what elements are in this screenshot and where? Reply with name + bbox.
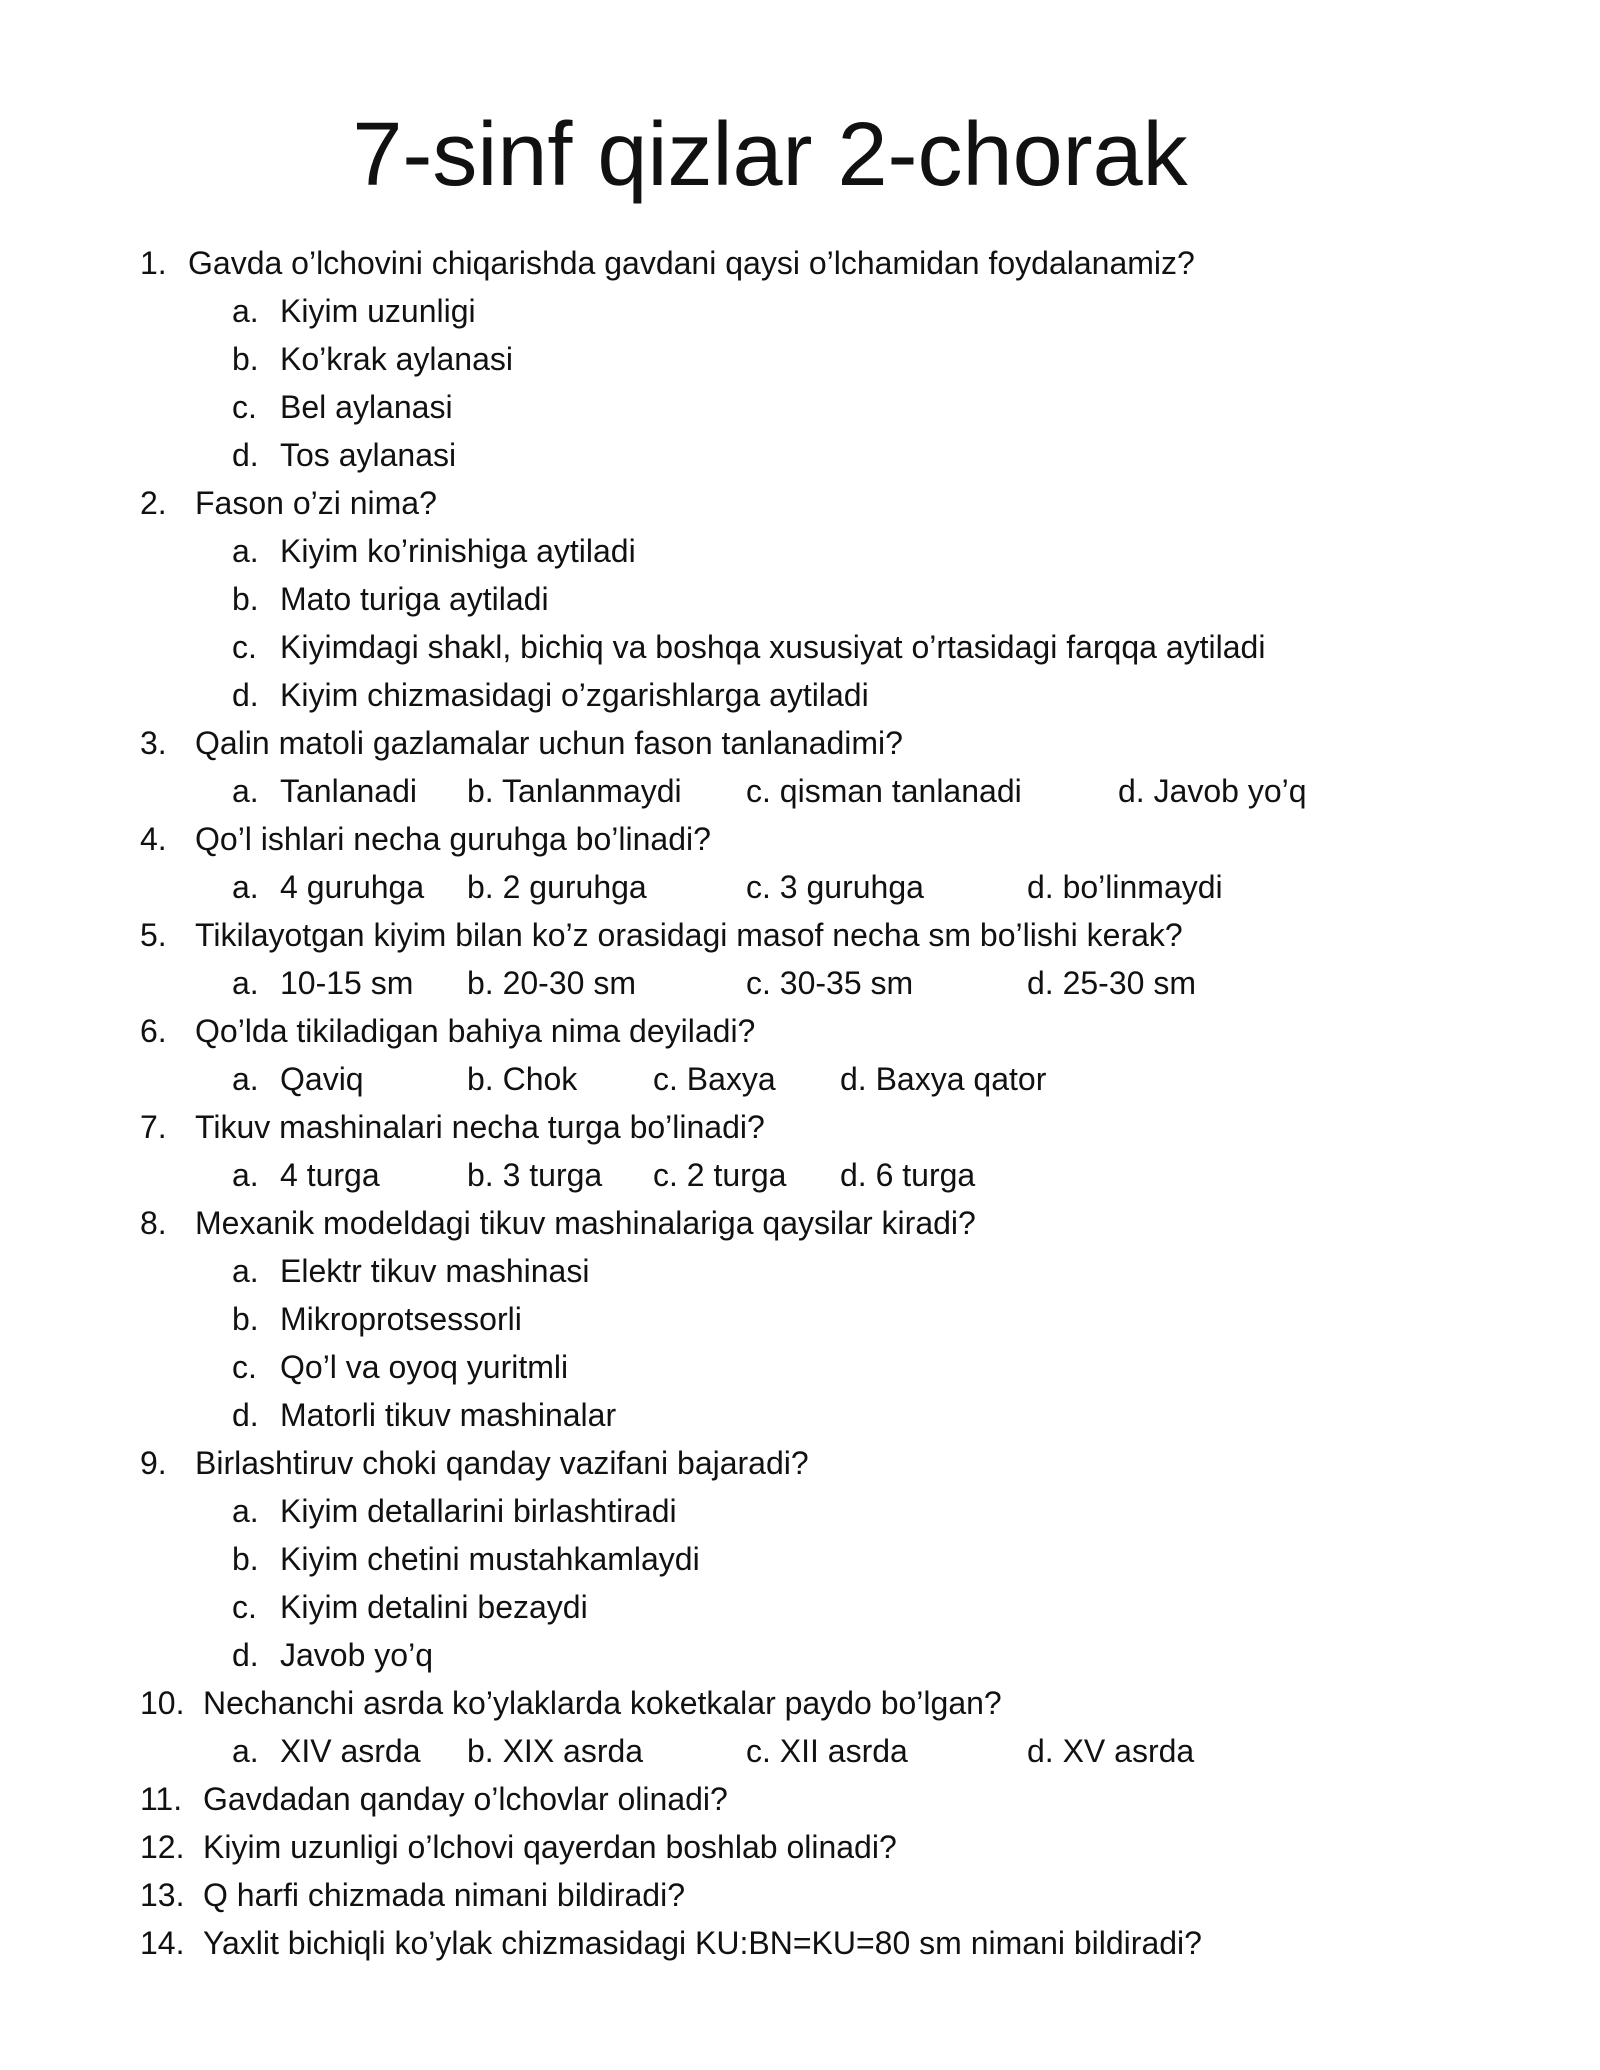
question-13-number: 13. [140,1877,185,1913]
q4-option-b: b. 2 guruhga [467,869,647,905]
q8-option-d: Matorli tikuv mashinalar [280,1397,617,1433]
q7-option-a: 4 turga [280,1157,380,1193]
q6-option-d: d. Baxya qator [840,1061,1047,1097]
q9-option-b-letter: b. [232,1541,259,1577]
question-14-number: 14. [140,1925,185,1961]
q2-option-c: Kiyimdagi shakl, bichiq va boshqa xususiyat o’rtasidagi farqqa aytiladi [280,629,1266,665]
q10-option-d: d. XV asrda [1027,1733,1195,1769]
q7-option-a-letter: a. [232,1157,259,1193]
question-2-text: Fason o’zi nima? [195,485,437,521]
q8-option-c: Qo’l va oyoq yuritmli [280,1349,569,1385]
q9-option-c: Kiyim detalini bezaydi [280,1589,588,1625]
q2-option-a: Kiyim ko’rinishiga aytiladi [280,533,636,569]
q8-option-c-letter: c. [232,1349,257,1385]
q2-option-a-letter: a. [232,533,259,569]
question-5-number: 5. [140,917,167,953]
q9-option-a: Kiyim detallarini birlashtiradi [280,1493,677,1529]
q1-option-a-letter: a. [232,293,259,329]
q4-option-a: 4 guruhga [280,869,425,905]
question-8-number: 8. [140,1205,167,1241]
q5-option-a-letter: a. [232,965,259,1001]
q5-option-c: c. 30-35 sm [746,965,914,1001]
q8-option-a: Elektr tikuv mashinasi [280,1253,590,1289]
q4-option-a-letter: a. [232,869,259,905]
question-13-text: Q harfi chizmada nimani bildiradi? [203,1877,685,1913]
q1-option-b-letter: b. [232,341,259,377]
question-3-text: Qalin matoli gazlamalar uchun fason tanlanadimi? [195,725,903,761]
q3-option-d: d. Javob yo’q [1118,773,1307,809]
q3-option-a: Tanlanadi [280,773,417,809]
question-9-text: Birlashtiruv choki qanday vazifani bajaradi? [195,1445,809,1481]
q4-option-c: c. 3 guruhga [746,869,924,905]
q3-option-c: c. qisman tanlanadi [746,773,1022,809]
q8-option-b-letter: b. [232,1301,259,1337]
question-8-text: Mexanik modeldagi tikuv mashinalariga qaysilar kiradi? [195,1205,976,1241]
question-11-number: 11. [140,1781,183,1817]
q2-option-c-letter: c. [232,629,257,665]
question-12-number: 12. [140,1829,185,1865]
q3-option-b: b. Tanlanmaydi [467,773,682,809]
q6-option-a-letter: a. [232,1061,259,1097]
q10-option-a-letter: a. [232,1733,259,1769]
q1-option-b: Ko’krak aylanasi [280,341,513,377]
question-1-number: 1. [140,245,167,281]
q2-option-d-letter: d. [232,677,259,713]
question-10-text: Nechanchi asrda ko’ylaklarda koketkalar paydo bo’lgan? [203,1685,1002,1721]
question-4-text: Qo’l ishlari necha guruhga bo’linadi? [195,821,711,857]
question-6-text: Qo’lda tikiladigan bahiya nima deyiladi? [195,1013,756,1049]
q8-option-a-letter: a. [232,1253,259,1289]
q1-option-c-letter: c. [232,389,257,425]
q9-option-d-letter: d. [232,1637,259,1673]
q3-option-a-letter: a. [232,773,259,809]
q5-option-b: b. 20-30 sm [467,965,636,1001]
q9-option-d: Javob yo’q [280,1637,433,1673]
q10-option-c: c. XII asrda [746,1733,908,1769]
q9-option-c-letter: c. [232,1589,257,1625]
q7-option-c: c. 2 turga [653,1157,787,1193]
question-9-number: 9. [140,1445,167,1481]
q1-option-c: Bel aylanasi [280,389,453,425]
question-5-text: Tikilayotgan kiyim bilan ko’z orasidagi masof necha sm bo’lishi kerak? [195,917,1183,953]
q6-option-c: c. Baxya [653,1061,776,1097]
q1-option-d: Tos aylanasi [280,437,457,473]
q7-option-b: b. 3 turga [467,1157,603,1193]
q10-option-b: b. XIX asrda [467,1733,644,1769]
q10-option-a: XIV asrda [280,1733,421,1769]
question-3-number: 3. [140,725,167,761]
question-10-number: 10. [140,1685,185,1721]
q5-option-a: 10-15 sm [280,965,414,1001]
question-6-number: 6. [140,1013,167,1049]
q1-option-a: Kiyim uzunligi [280,293,476,329]
q9-option-b: Kiyim chetini mustahkamlaydi [280,1541,700,1577]
q8-option-d-letter: d. [232,1397,259,1433]
q8-option-b: Mikroprotsessorli [280,1301,522,1337]
question-11-text: Gavdadan qanday o’lchovlar olinadi? [203,1781,728,1817]
q5-option-d: d. 25-30 sm [1027,965,1196,1001]
question-2-number: 2. [140,485,167,521]
q7-option-d: d. 6 turga [840,1157,976,1193]
question-7-text: Tikuv mashinalari necha turga bo’linadi? [195,1109,765,1145]
q6-option-b: b. Chok [467,1061,578,1097]
question-7-number: 7. [140,1109,167,1145]
q2-option-b-letter: b. [232,581,259,617]
question-4-number: 4. [140,821,167,857]
q1-option-d-letter: d. [232,437,259,473]
question-1-text: Gavda o’lchovini chiqarishda gavdani qaysi o’lchamidan foydalanamiz? [188,245,1195,281]
q6-option-a: Qaviq [280,1061,364,1097]
q9-option-a-letter: a. [232,1493,259,1529]
question-12-text: Kiyim uzunligi o’lchovi qayerdan boshlab olinadi? [203,1829,897,1865]
page-title: 7-sinf qizlar 2-chorak [352,105,1188,205]
q2-option-d: Kiyim chizmasidagi o’zgarishlarga aytiladi [280,677,869,713]
q2-option-b: Mato turiga aytiladi [280,581,549,617]
question-14-text: Yaxlit bichiqli ko’ylak chizmasidagi KU:BN=KU=80 sm nimani bildiradi? [203,1925,1202,1961]
q4-option-d: d. bo’linmaydi [1027,869,1223,905]
